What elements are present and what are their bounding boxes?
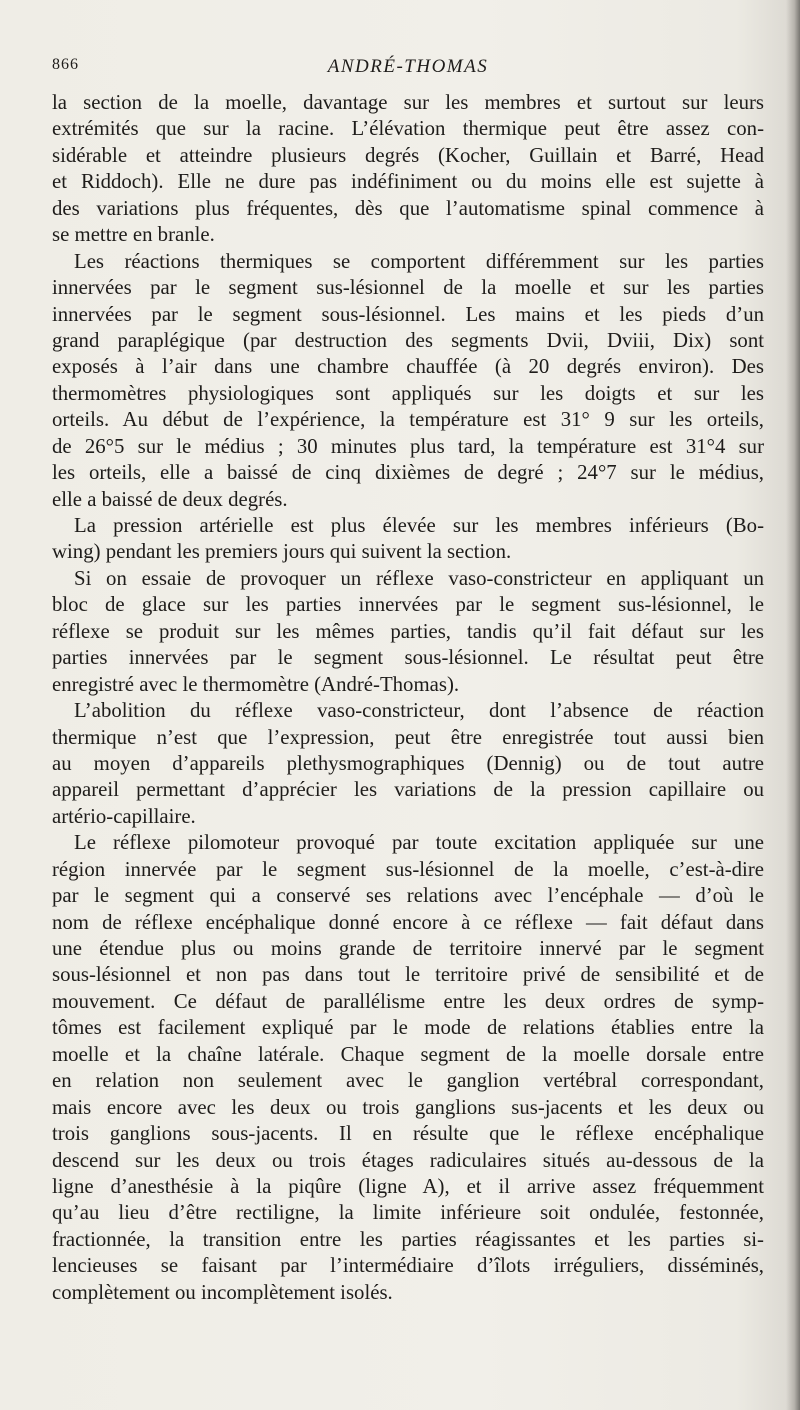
text-line: appareil permettant d’apprécier les variations de la pression capillaire ou xyxy=(52,778,764,802)
text-line: orteils. Au début de l’expérience, la température est 31° 9 sur les orteils, xyxy=(52,408,764,432)
text-line: des variations plus fréquentes, dès que l’automatisme spinal commence à xyxy=(52,196,764,220)
text-line: de 26°5 sur le médius ; 30 minutes plus tard, la température est 31°4 sur xyxy=(52,434,764,458)
text-line: lencieuses se faisant par l’intermédiaire d’îlots irréguliers, disséminés, xyxy=(52,1254,764,1278)
text-line: se mettre en branle. xyxy=(52,223,215,247)
text-line: sidérable et atteindre plusieurs degrés (Kocher, Guillain et Barré, Head xyxy=(52,143,764,167)
text-line: une étendue plus ou moins grande de territoire innervé par le segment xyxy=(52,937,764,960)
text-line: thermique n’est que l’expression, peut être enregistrée tout aussi bien xyxy=(52,725,764,749)
text-line: enregistré avec le thermomètre (André-Thomas). xyxy=(52,672,460,696)
text-line: wing) pendant les premiers jours qui suivent la section. xyxy=(52,540,512,564)
text-line: artério-capillaire. xyxy=(52,804,196,828)
text-line: nom de réflexe encéphalique donné encore à ce réflexe — fait défaut dans xyxy=(52,910,764,934)
text-line: Les réactions thermiques se comportent différemment sur les parties xyxy=(74,249,764,273)
text-line: exposés à l’air dans une chambre chauffée (à 20 degrés environ). Des xyxy=(52,355,764,379)
text-line: Le réflexe pilomoteur provoqué par toute excitation appliquée sur une xyxy=(74,831,764,855)
text-line: innervées par le segment sous-lésionnel. Les mains et les pieds d’un xyxy=(52,302,764,326)
text-line: elle a baissé de deux degrés. xyxy=(52,487,288,511)
text-line: la section de la moelle, davantage sur les membres et surtout sur leurs xyxy=(52,91,764,114)
text-line: mouvement. Ce défaut de parallélisme entre les deux ordres de symp- xyxy=(52,989,764,1013)
text-line: parties innervées par le segment sous-lésionnel. Le résultat peut être xyxy=(52,646,764,670)
text-line: sous-lésionnel et non pas dans tout le territoire privé de sensibilité et de xyxy=(52,963,764,987)
text-line: extrémités que sur la racine. L’élévation thermique peut être assez con- xyxy=(52,117,764,141)
text-line: en relation non seulement avec le ganglion vertébral correspondant, xyxy=(52,1069,764,1093)
text-line: qu’au lieu d’être rectiligne, la limite inférieure soit ondulée, festonnée, xyxy=(52,1201,764,1225)
text-line: Si on essaie de provoquer un réflexe vaso-constricteur en appliquant un xyxy=(74,566,764,590)
body-text xyxy=(52,90,764,1306)
text-line: trois ganglions sous-jacents. Il en résulte que le réflexe encéphalique xyxy=(52,1122,764,1146)
page-edge-shadow xyxy=(786,0,800,1410)
text-line: complètement ou incomplètement isolés. xyxy=(52,1280,393,1304)
text-line: tômes est facilement expliqué par le mode de relations établies entre la xyxy=(52,1016,764,1040)
text-line: les orteils, elle a baissé de cinq dixièmes de degré ; 24°7 sur le médius, xyxy=(52,461,764,485)
text-line: par le segment qui a conservé ses relations avec l’encéphale — d’où le xyxy=(52,884,764,908)
page-header xyxy=(52,56,764,86)
text-line: bloc de glace sur les parties innervées par le segment sus-lésionnel, le xyxy=(52,593,764,617)
text-line: mais encore avec les deux ou trois ganglions sus-jacents et les deux ou xyxy=(52,1095,764,1119)
text-line: thermomètres physiologiques sont appliqués sur les doigts et sur les xyxy=(52,381,764,405)
text-line: ligne d’anesthésie à la piqûre (ligne A), et il arrive assez fréquemment xyxy=(52,1174,764,1198)
text-line: réflexe se produit sur les mêmes parties, tandis qu’il fait défaut sur les xyxy=(52,619,764,643)
text-line: grand paraplégique (par destruction des segments Dvii, Dviii, Dix) sont xyxy=(52,328,764,352)
text-line: région innervée par le segment sus-lésionnel de la moelle, c’est-à-dire xyxy=(52,857,764,881)
text-line: fractionnée, la transition entre les parties réagissantes et les parties si- xyxy=(52,1227,764,1251)
text-line: et Riddoch). Elle ne dure pas indéfiniment ou du moins elle est sujette à xyxy=(52,170,764,194)
running-head: ANDRÉ-THOMAS xyxy=(327,56,489,77)
text-line: moelle et la chaîne latérale. Chaque segment de la moelle dorsale entre xyxy=(52,1042,764,1066)
text-line: au moyen d’appareils plethysmographiques (Dennig) ou de tout autre xyxy=(52,751,764,775)
text-line: L’abolition du réflexe vaso-constricteur, dont l’absence de réaction xyxy=(74,699,764,723)
text-line: La pression artérielle est plus élevée sur les membres inférieurs (Bo- xyxy=(74,514,764,537)
text-line: innervées par le segment sus-lésionnel de la moelle et sur les parties xyxy=(52,276,764,300)
page-number: 866 xyxy=(52,56,79,73)
text-line: descend sur les deux ou trois étages radiculaires situés au-dessous de la xyxy=(52,1148,764,1172)
